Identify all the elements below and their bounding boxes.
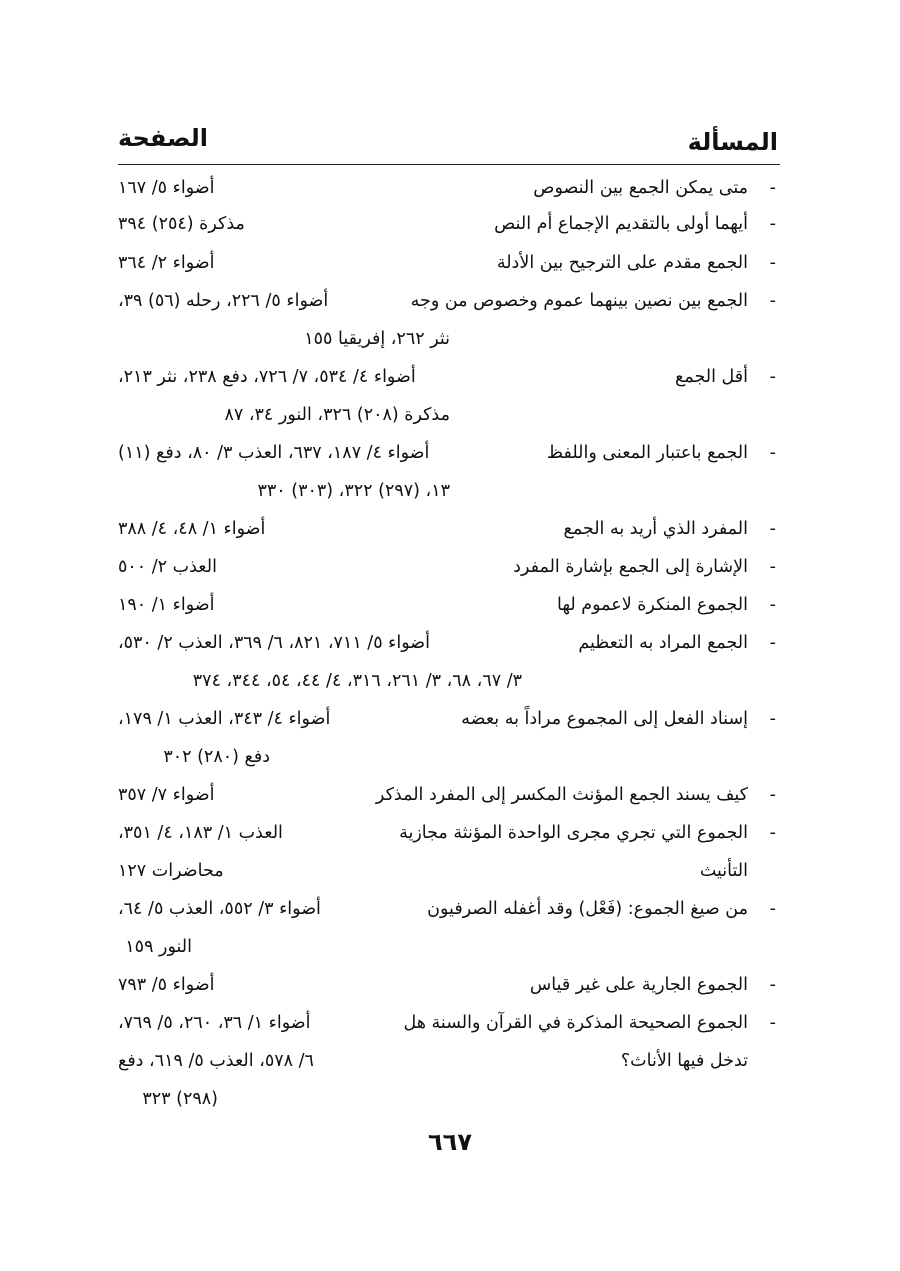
entry-reference: مذكرة (٢٠٨) ٣٢٦، النور ٣٤، ٨٧ bbox=[224, 405, 450, 425]
entry-reference: نثر ٢٦٢، إفريقيا ١٥٥ bbox=[304, 329, 450, 349]
entry-question: أقل الجمع bbox=[675, 367, 748, 387]
entry-reference: أضواء ٢/ ٣٦٤ bbox=[118, 253, 215, 273]
entry-reference: أضواء ٤/ ٥٣٤، ٧/ ٧٢٦، دفع ٢٣٨، نثر ٢١٣، bbox=[118, 367, 416, 387]
page-column-header: الصفحة bbox=[118, 124, 209, 152]
entry-reference: أضواء ١/ ٣٦، ٢٦٠، ٥/ ٧٦٩، bbox=[118, 1013, 311, 1033]
entry-question: متى يمكن الجمع بين النصوص bbox=[533, 178, 748, 198]
entry-reference: العذب ١/ ١٨٣، ٤/ ٣٥١، bbox=[118, 823, 283, 843]
bullet-dash: - bbox=[769, 253, 776, 273]
entry-question: الإشارة إلى الجمع بإشارة المفرد bbox=[513, 557, 748, 577]
entry-question: من صيغ الجموع: (فَعْل) وقد أغفله الصرفيون bbox=[427, 899, 748, 919]
entry-reference: أضواء ٧/ ٣٥٧ bbox=[118, 785, 215, 805]
entry-reference: (٢٩٨) ٣٢٣ bbox=[142, 1089, 218, 1109]
entry-reference: مذكرة (٢٥٤) ٣٩٤ bbox=[118, 214, 245, 234]
entry-reference: العذب ٢/ ٥٠٠ bbox=[118, 557, 217, 577]
table-header bbox=[118, 118, 780, 165]
index-entry bbox=[118, 170, 780, 206]
entry-reference: أضواء ٥/ ٧٩٣ bbox=[118, 975, 215, 995]
bullet-dash: - bbox=[769, 178, 776, 198]
entry-reference: محاضرات ١٢٧ bbox=[118, 861, 224, 881]
index-entry bbox=[118, 1005, 780, 1041]
question-column-header: المسألة bbox=[687, 128, 778, 156]
entry-reference: أضواء ٥/ ٧١١، ٨٢١، ٦/ ٣٦٩، العذب ٢/ ٥٣٠، bbox=[118, 633, 431, 653]
bullet-dash: - bbox=[769, 1013, 776, 1033]
bullet-dash: - bbox=[769, 291, 776, 311]
bullet-dash: - bbox=[769, 785, 776, 805]
bullet-dash: - bbox=[769, 214, 776, 234]
entry-reference: النور ١٥٩ bbox=[125, 937, 192, 957]
entry-reference: ٣/ ٦٧، ٦٨، ٣/ ٢٦١، ٣١٦، ٤/ ٤٤، ٥٤، ٣٤٤، ٣٧٤ bbox=[192, 671, 522, 691]
index-entry-continuation bbox=[118, 739, 780, 775]
index-entry bbox=[118, 283, 780, 319]
index-entry bbox=[118, 549, 780, 585]
entry-question: الجمع باعتبار المعنى واللفظ bbox=[546, 443, 748, 463]
entry-question: الجموع الجارية على غير قياس bbox=[529, 975, 748, 995]
entry-reference: ١٣، (٢٩٧) ٣٢٢، (٣٠٣) ٣٣٠ bbox=[257, 481, 450, 501]
index-entry-continuation bbox=[118, 397, 780, 433]
entry-question: الجموع الصحيحة المذكرة في القرآن والسنة هل bbox=[403, 1013, 748, 1033]
index-entry bbox=[118, 967, 780, 1003]
index-entry bbox=[118, 587, 780, 623]
entry-question: الجمع بين نصين بينهما عموم وخصوص من وجه bbox=[410, 291, 748, 311]
index-entry-continuation bbox=[118, 1081, 780, 1117]
entry-reference: أضواء ٥/ ١٦٧ bbox=[118, 178, 215, 198]
entry-reference: ٦/ ٥٧٨، العذب ٥/ ٦١٩، دفع bbox=[118, 1051, 314, 1071]
index-entry bbox=[118, 815, 780, 851]
entry-question: الجمع مقدم على الترجيح بين الأدلة bbox=[496, 253, 748, 273]
index-entry bbox=[118, 511, 780, 547]
entry-reference: أضواء ٣/ ٥٥٢، العذب ٥/ ٦٤، bbox=[118, 899, 321, 919]
index-entry-continuation bbox=[118, 853, 780, 889]
index-entry-continuation bbox=[118, 321, 780, 357]
index-entry bbox=[118, 245, 780, 281]
bullet-dash: - bbox=[769, 367, 776, 387]
index-entry bbox=[118, 777, 780, 813]
entry-question: الجموع التي تجري مجرى الواحدة المؤنثة مجازية bbox=[399, 823, 748, 843]
entry-reference: أضواء ٤/ ١٨٧، ٦٣٧، العذب ٣/ ٨٠، دفع (١١) bbox=[118, 443, 430, 463]
index-entry bbox=[118, 359, 780, 395]
index-entry bbox=[118, 891, 780, 927]
bullet-dash: - bbox=[769, 709, 776, 729]
entry-question: الجمع المراد به التعظيم bbox=[578, 633, 748, 653]
index-entry-continuation bbox=[118, 929, 780, 965]
bullet-dash: - bbox=[769, 975, 776, 995]
entry-question: المفرد الذي أريد به الجمع bbox=[563, 519, 748, 539]
page-number: ٦٦٧ bbox=[428, 1128, 472, 1156]
index-entry bbox=[118, 625, 780, 661]
entry-question: أيهما أولى بالتقديم الإجماع أم النص bbox=[494, 214, 748, 234]
index-entry-continuation bbox=[118, 1043, 780, 1079]
entry-reference: أضواء ١/ ١٩٠ bbox=[118, 595, 215, 615]
entry-reference: أضواء ٤/ ٣٤٣، العذب ١/ ١٧٩، bbox=[118, 709, 331, 729]
index-entry bbox=[118, 701, 780, 737]
bullet-dash: - bbox=[769, 823, 776, 843]
bullet-dash: - bbox=[769, 899, 776, 919]
entry-reference: أضواء ٥/ ٢٢٦، رحله (٥٦) ٣٩، bbox=[118, 291, 329, 311]
entry-reference: دفع (٢٨٠) ٣٠٢ bbox=[163, 747, 270, 767]
entry-question-continuation: تدخل فيها الأناث؟ bbox=[620, 1051, 748, 1071]
entry-question-continuation: التأنيث bbox=[699, 861, 748, 881]
index-entry-continuation bbox=[118, 663, 780, 699]
bullet-dash: - bbox=[769, 595, 776, 615]
entry-reference: أضواء ١/ ٤٨، ٤/ ٣٨٨ bbox=[118, 519, 266, 539]
bullet-dash: - bbox=[769, 557, 776, 577]
bullet-dash: - bbox=[769, 519, 776, 539]
entry-question: الجموع المنكرة لاعموم لها bbox=[556, 595, 748, 615]
index-entry-continuation bbox=[118, 473, 780, 509]
bullet-dash: - bbox=[769, 443, 776, 463]
entry-question: إسناد الفعل إلى المجموع مراداً به بعضه bbox=[461, 709, 748, 729]
bullet-dash: - bbox=[769, 633, 776, 653]
index-entry bbox=[118, 206, 780, 242]
index-entry bbox=[118, 435, 780, 471]
entry-question: كيف يسند الجمع المؤنث المكسر إلى المفرد المذكر bbox=[375, 785, 748, 805]
